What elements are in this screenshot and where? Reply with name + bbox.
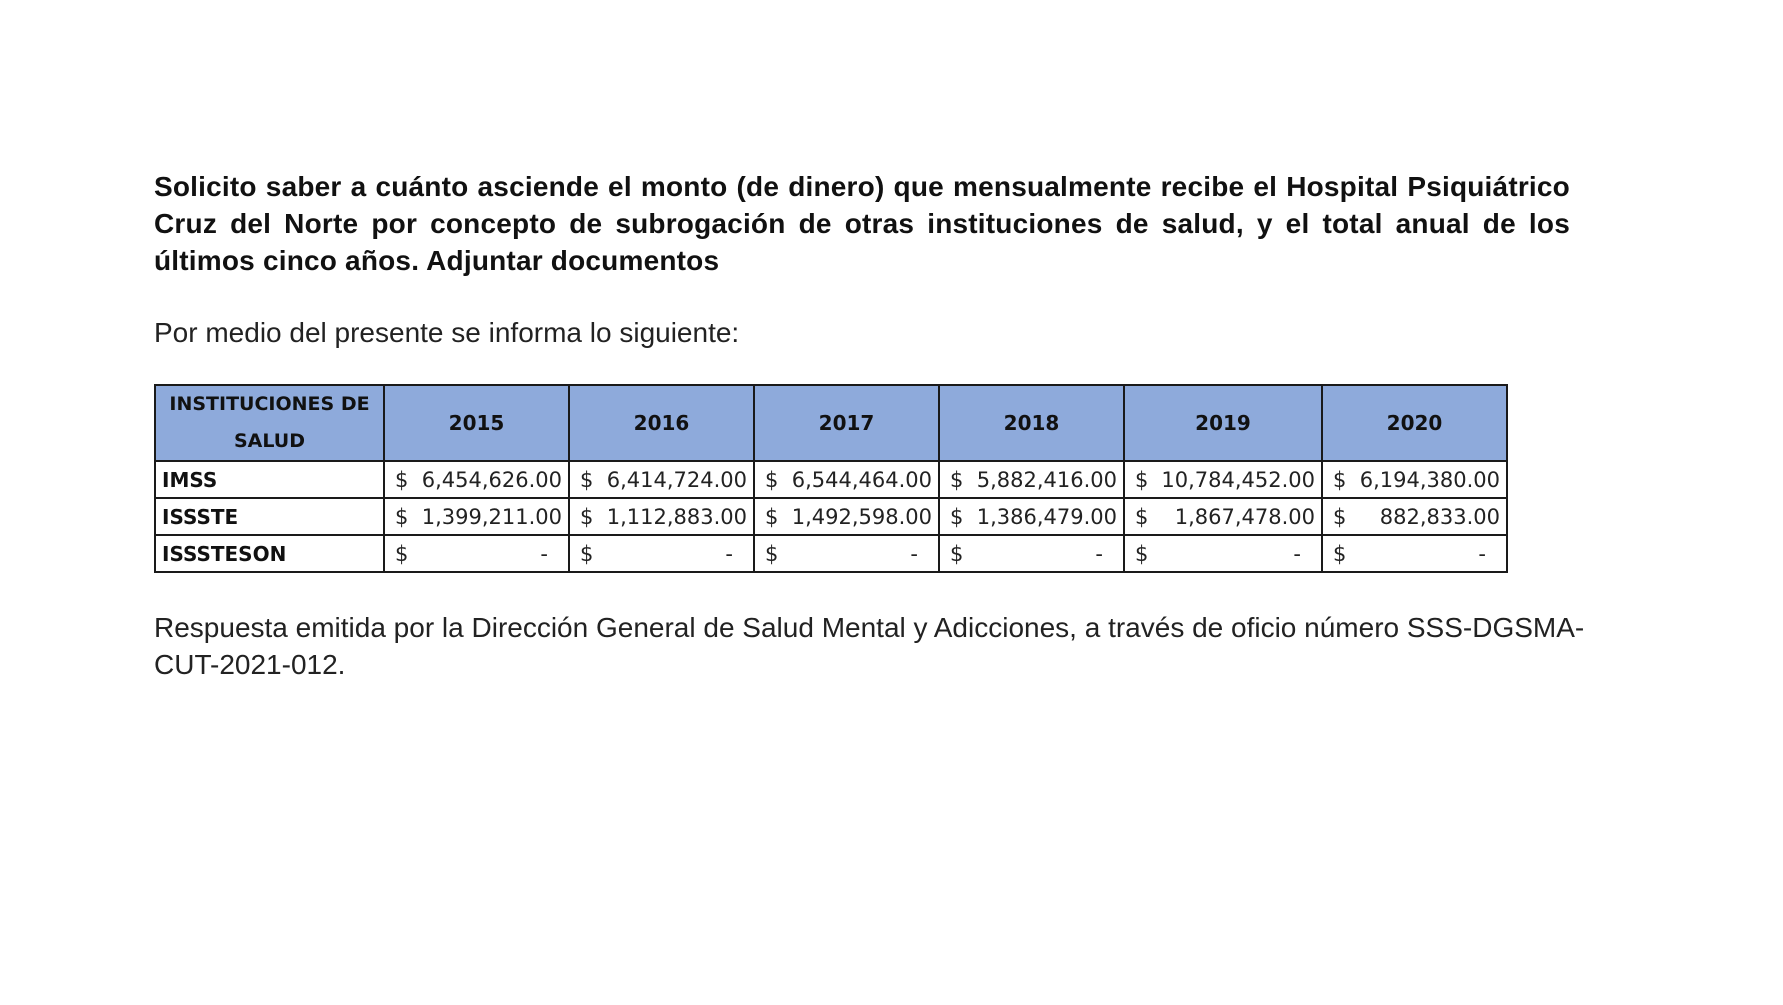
currency-symbol: $ [765, 541, 779, 566]
currency-symbol: $ [765, 504, 779, 529]
amount-value [1125, 542, 1321, 566]
amount-value [940, 468, 1123, 492]
table-body [155, 461, 1507, 572]
amount-value [1323, 505, 1506, 529]
amount-value [385, 505, 568, 529]
table-row [155, 461, 1507, 498]
header-year: 2020 [1322, 385, 1507, 461]
amount-number: 5,882,416.00 [976, 467, 1117, 492]
currency-symbol: $ [580, 467, 594, 492]
amount-number: 1,399,211.00 [421, 504, 562, 529]
amount-cell [384, 535, 569, 572]
amount-number: 6,454,626.00 [421, 467, 562, 492]
amount-value [570, 468, 753, 492]
amount-number: 1,112,883.00 [606, 504, 747, 529]
amount-cell [754, 498, 939, 535]
amount-cell [754, 461, 939, 498]
amount-number: - [1293, 541, 1301, 566]
amount-cell [569, 535, 754, 572]
amount-number: 6,544,464.00 [791, 467, 932, 492]
amount-cell [939, 498, 1124, 535]
currency-symbol: $ [1333, 541, 1347, 566]
amount-value [1125, 505, 1321, 529]
amount-number: - [1095, 541, 1103, 566]
currency-symbol: $ [580, 541, 594, 566]
institution-name: ISSSTE [155, 498, 384, 535]
amount-number: 882,833.00 [1379, 504, 1500, 529]
amount-value [940, 505, 1123, 529]
request-text: Solicito saber a cuánto asciende el monto (de dinero) que mensualmente recibe el Hospital Psiquiátrico Cruz del Norte por concepto de subrogación de otras instituciones de salud, y el total anual de los últimos cinco años. Adjuntar documentos [154, 171, 1570, 276]
intro-text: Por medio del presente se informa lo siguiente: [154, 317, 740, 348]
amount-value [755, 542, 938, 566]
amount-value [1323, 542, 1506, 566]
currency-symbol: $ [1333, 467, 1347, 492]
currency-symbol: $ [395, 504, 409, 529]
amount-value [755, 505, 938, 529]
amount-cell [1322, 535, 1507, 572]
table-row [155, 498, 1507, 535]
amount-cell [754, 535, 939, 572]
currency-symbol: $ [580, 504, 594, 529]
amount-cell [1124, 461, 1322, 498]
currency-symbol: $ [950, 467, 964, 492]
amount-value [940, 542, 1123, 566]
amount-cell [939, 535, 1124, 572]
institution-name: IMSS [155, 461, 384, 498]
table-header [155, 385, 1507, 461]
table-row [155, 535, 1507, 572]
amount-value [385, 542, 568, 566]
currency-symbol: $ [950, 541, 964, 566]
amount-value [385, 468, 568, 492]
amount-cell [384, 498, 569, 535]
amount-number: - [725, 541, 733, 566]
header-year: 2019 [1124, 385, 1322, 461]
currency-symbol: $ [395, 541, 409, 566]
amount-cell [569, 461, 754, 498]
header-year: 2018 [939, 385, 1124, 461]
amount-number: 6,414,724.00 [606, 467, 747, 492]
amount-number: 1,492,598.00 [791, 504, 932, 529]
amount-number: - [1478, 541, 1486, 566]
amount-value [1323, 468, 1506, 492]
header-year: 2015 [384, 385, 569, 461]
subrogation-table [154, 384, 1508, 573]
amount-cell [569, 498, 754, 535]
amount-number: 6,194,380.00 [1359, 467, 1500, 492]
amount-number: - [540, 541, 548, 566]
response-text: Respuesta emitida por la Dirección General de Salud Mental y Adicciones, a través de oficio número SSS-DGSMA-CUT-2021-012. [154, 612, 1585, 680]
amount-value [570, 505, 753, 529]
amount-cell [1322, 461, 1507, 498]
currency-symbol: $ [765, 467, 779, 492]
amount-number: 1,867,478.00 [1174, 504, 1315, 529]
currency-symbol: $ [1135, 504, 1149, 529]
currency-symbol: $ [1333, 504, 1347, 529]
amount-value [1125, 468, 1321, 492]
amount-number: - [910, 541, 918, 566]
amount-cell [384, 461, 569, 498]
amount-value [755, 468, 938, 492]
institution-name: ISSSTESON [155, 535, 384, 572]
header-institutions: INSTITUCIONES DE SALUD [155, 385, 384, 461]
header-year: 2016 [569, 385, 754, 461]
currency-symbol: $ [1135, 467, 1149, 492]
amount-cell [1124, 498, 1322, 535]
currency-symbol: $ [395, 467, 409, 492]
amount-cell [939, 461, 1124, 498]
amount-cell [1322, 498, 1507, 535]
amount-value [570, 542, 753, 566]
header-year: 2017 [754, 385, 939, 461]
header-row [155, 385, 1507, 461]
currency-symbol: $ [950, 504, 964, 529]
amount-cell [1124, 535, 1322, 572]
amount-number: 10,784,452.00 [1161, 467, 1315, 492]
amount-number: 1,386,479.00 [976, 504, 1117, 529]
currency-symbol: $ [1135, 541, 1149, 566]
